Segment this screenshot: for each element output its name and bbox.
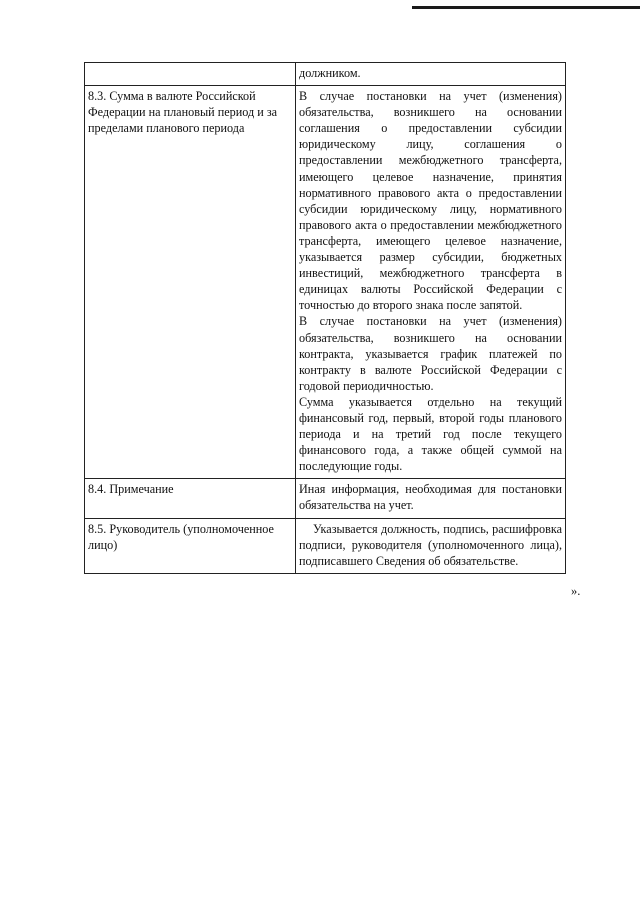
- row-description: [296, 86, 566, 479]
- document-table: [84, 62, 566, 574]
- top-rule: [412, 6, 640, 9]
- closing-quote-mark: ».: [571, 584, 581, 598]
- table-row: [85, 518, 566, 573]
- description-paragraph: В случае постановки на учет (изменения) обязательства, возникшего на основании соглашения о предоставлении субсидии юридическому лицу, соглашения о предоставлении межбюджетного трансферта, имеющего целевое назначение, принятия нормативного правового акта о предоставлении субсидии юридическому лицу, нормативного правового акта о предоставлении межбюджетного трансферта, имеющего целевое назначение, указывается размер субсидии, бюджетных инвестиций, межбюджетного трансферта в единицах валюты Российской Федерации с точностью до второго знака после запятой.: [299, 89, 562, 313]
- table-row: [85, 86, 566, 479]
- row-label: 8.5. Руководитель (уполномоченное лицо): [85, 518, 296, 573]
- row-description: [296, 479, 566, 518]
- row-label: [85, 63, 296, 86]
- description-paragraph: В случае постановки на учет (изменения) обязательства, возникшего на основании контракта, указывается график платежей по контракту в валюте Российской Федерации с годовой периодичностью.: [299, 314, 562, 393]
- description-paragraph: Указывается должность, подпись, расшифровка подписи, руководителя (уполномоченного лица), подписавшего Сведения об обязательстве.: [299, 521, 562, 568]
- row-label: 8.4. Примечание: [85, 479, 296, 518]
- table-row: [85, 63, 566, 86]
- row-description: [296, 63, 566, 86]
- row-description: [296, 518, 566, 573]
- description-paragraph: должником.: [299, 66, 361, 80]
- row-label: 8.3. Сумма в валюте Российской Федерации на плановый период и за пределами планового периода: [85, 86, 296, 479]
- description-paragraph: Сумма указывается отдельно на текущий финансовый год, первый, второй годы планового периода и на третий год после текущего финансового года, а также общей суммой на последующие годы.: [299, 394, 562, 474]
- table-row: [85, 479, 566, 518]
- description-paragraph: Иная информация, необходимая для постановки обязательства на учет.: [299, 482, 562, 513]
